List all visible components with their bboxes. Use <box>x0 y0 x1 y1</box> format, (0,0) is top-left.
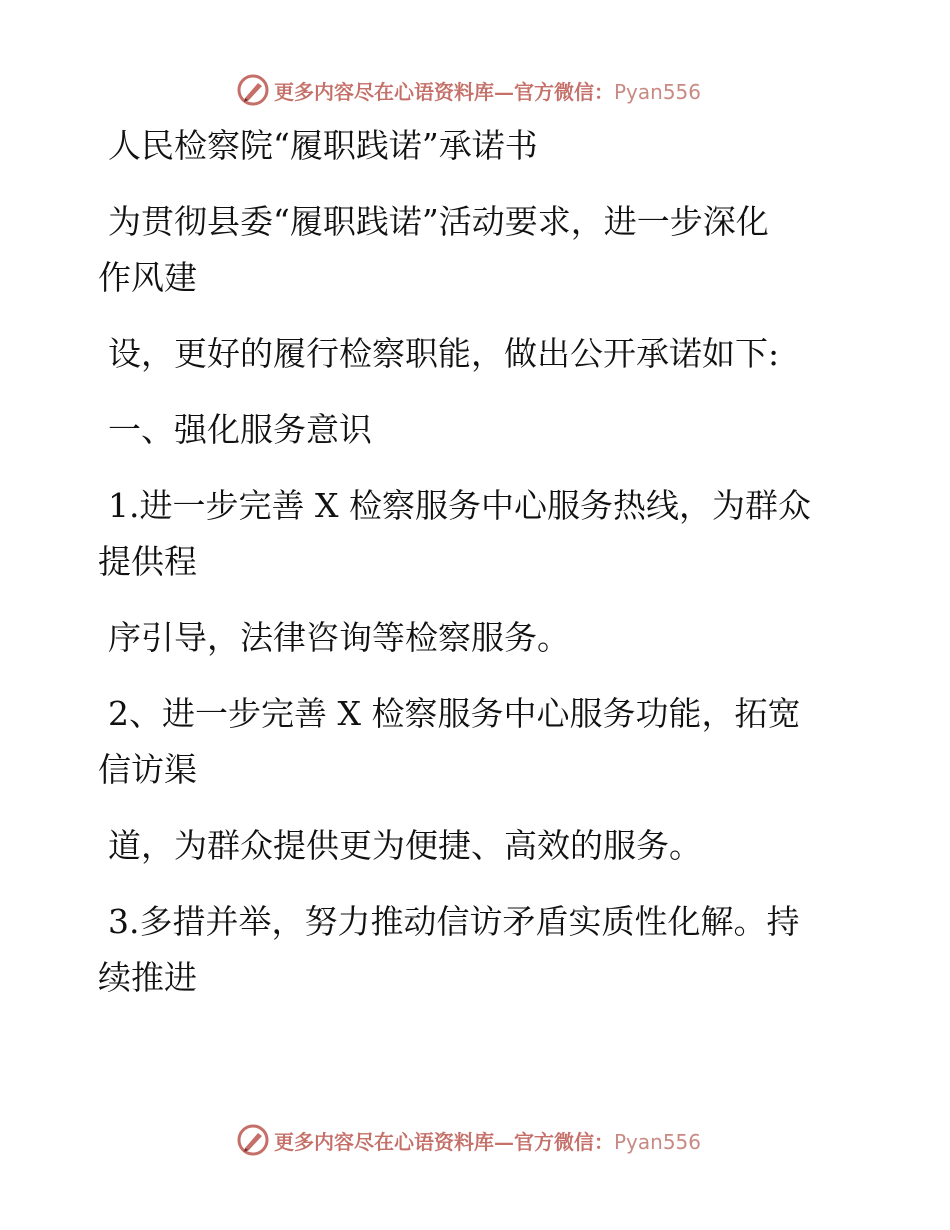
paragraph-line: 1.进一步完善 X 检察服务中心服务热线，为群众 <box>108 486 811 525</box>
paragraph-line: 提供程 <box>98 542 197 581</box>
paragraph-line: 作风建 <box>98 258 197 297</box>
paragraph-line: 设，更好的履行检察职能，做出公开承诺如下: <box>108 334 780 373</box>
document-body <box>98 118 858 1006</box>
document-title: 人民检察院“履职践诺”承诺书 <box>108 126 538 165</box>
pen-logo-icon <box>236 73 270 107</box>
paragraph-line: 道，为群众提供更为便捷、高效的服务。 <box>108 826 702 865</box>
paragraph-line: 2、进一步完善 X 检察服务中心服务功能，拓宽 <box>108 694 801 733</box>
watermark-text: 更多内容尽在心语资料库—官方微信：Pyan556 <box>274 79 702 104</box>
footer-watermark <box>236 1122 701 1158</box>
header-watermark <box>236 72 701 108</box>
pen-logo-icon <box>236 1123 270 1157</box>
paragraph-line: 序引导，法律咨询等检察服务。 <box>108 618 570 657</box>
paragraph-line: 3.多措并举，努力推动信访矛盾实质性化解。持 <box>108 902 800 941</box>
paragraph-line: 为贯彻县委“履职践诺”活动要求，进一步深化 <box>108 202 769 241</box>
section-heading: 一、强化服务意识 <box>108 410 372 449</box>
watermark-text: 更多内容尽在心语资料库—官方微信：Pyan556 <box>274 1129 702 1154</box>
paragraph-line: 信访渠 <box>98 750 197 789</box>
paragraph-line: 续推进 <box>98 958 197 997</box>
